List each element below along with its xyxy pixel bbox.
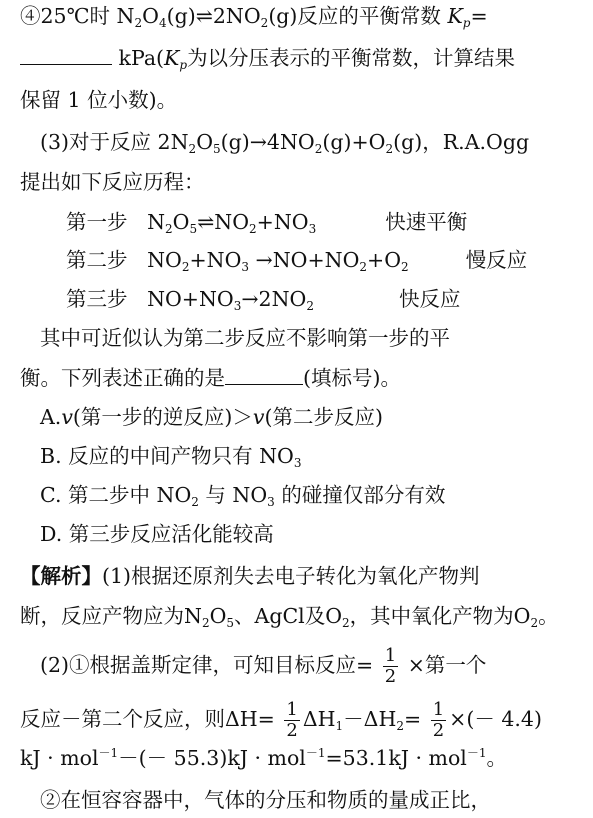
- approximation-line: 其中可近似认为第二步反应不影响第一步的平: [40, 326, 450, 350]
- step-rate-note: 快速平衡: [385, 210, 468, 234]
- equilibrium-constant-line: [0, 2, 593, 33]
- answer-blank: [20, 46, 112, 65]
- mechanism-intro-line: 提出如下反应历程：: [20, 170, 205, 194]
- step-equation: N2O5⇌NO2+NO3: [147, 210, 317, 236]
- option-c: C. 第二步中 NO2 与 NO3 的碰撞仅部分有效: [40, 483, 446, 509]
- step-equation: NO+NO3→2NO2: [147, 287, 314, 313]
- step-label: 第三步: [66, 287, 128, 311]
- step-rate-note: 慢反应: [465, 248, 528, 272]
- text-segment: ④25℃时 N2O4(g)⇌2NO2(g)反应的平衡常数 Kp=: [20, 4, 488, 30]
- analysis-line-6: ②在恒容容器中，气体的分压和物质的量成正比，: [40, 788, 491, 812]
- analysis-line-4: 反应－第二个反应，则ΔH= $\frac{1}{2}$ ΔH1－ΔH2= $\frac{1}{2}$ ×(－ 4.4): [20, 699, 542, 741]
- analysis-line-5: kJ · mol$^{-1}$－(－ 55.3)kJ · mol$^{-1}$=53.1kJ · mol$^{-1}$。: [20, 746, 507, 770]
- reaction-statement-line: (3)对于反应 2N2O5(g)→4NO2(g)+O2(g)，R.A.Ogg: [40, 130, 530, 156]
- option-b: B. 反应的中间产物只有 NO3: [40, 444, 302, 470]
- step-rate-note: 快反应: [399, 287, 461, 311]
- question-line: 衡。下列表述正确的是 (填标号)。: [20, 366, 401, 390]
- answer-blank: [225, 366, 303, 385]
- analysis-heading: 【解析】: [20, 564, 102, 588]
- step-label: 第二步: [66, 248, 128, 272]
- rounding-line: 保留 1 位小数)。: [20, 88, 178, 112]
- kp-blank-line: kPa(Kp为以分压表示的平衡常数，计算结果: [0, 44, 593, 75]
- option-a: A.v(第一步的逆反应)＞v(第二步反应): [40, 405, 384, 429]
- analysis-line-3: (2)①根据盖斯定律，可知目标反应= $\frac{1}{2}$ ×第一个: [40, 645, 487, 687]
- step-one-line: [0, 208, 593, 239]
- step-two-line: [0, 246, 593, 277]
- fraction: $\frac{1}{2}$: [286, 699, 298, 741]
- analysis-line-1: 【解析】(1)根据还原剂失去电子转化为氧化产物判: [20, 564, 480, 588]
- fraction: $\frac{1}{2}$: [432, 699, 445, 741]
- step-equation: NO2+NO3 →NO+NO2+O2: [147, 248, 409, 274]
- step-three-line: [0, 285, 593, 316]
- step-label: 第一步: [66, 210, 128, 234]
- option-d: D. 第三步反应活化能较高: [40, 522, 274, 546]
- analysis-line-2: 断，反应产物应为N2O5、AgCl及O2，其中氧化产物为O2。: [20, 604, 559, 630]
- fraction: $\frac{1}{2}$: [384, 645, 397, 687]
